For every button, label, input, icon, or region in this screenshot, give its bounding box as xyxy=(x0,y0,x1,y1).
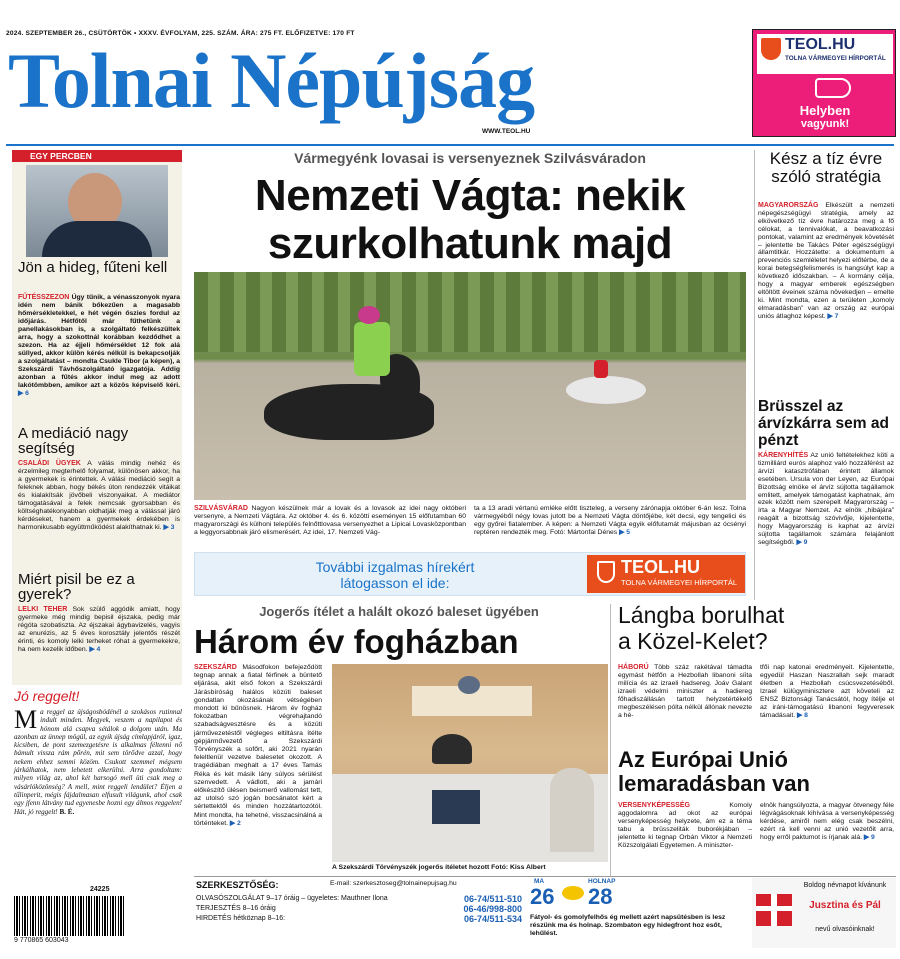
left-a3-headline[interactable]: Miért pisil be ez a gyerek? xyxy=(18,571,135,603)
promo-brand: TEOL.HU xyxy=(785,36,856,53)
banner-line1: További izgalmas hírekért xyxy=(315,559,475,575)
banner-line2: látogasson el ide: xyxy=(340,575,450,591)
lead-headline[interactable] xyxy=(194,172,746,268)
contact-phone[interactable]: 06-46/998-800 xyxy=(463,904,522,914)
left-a1-headline[interactable]: Jön a hideg, fűteni kell xyxy=(18,259,168,276)
dateline: 2024. SZEPTEMBER 26., CSÜTÖRTÖK • XXXV. ÉVFOLYAM, 225. SZÁM. ÁRA: 275 FT. ELŐFIZETVE: 170 FT xyxy=(6,30,355,37)
second-kicker-line: Jogerős ítélet a halált okozó baleset ügyében xyxy=(259,604,539,619)
weather-text: Fátyol- és gomolyfelhős ég mellett azért napsütésben is lesz részünk ma és holnap. Szombaton egy hidegfront hoz esőt, lehűlést. xyxy=(530,914,726,937)
masthead-rule xyxy=(6,144,894,146)
left-a3-body xyxy=(18,606,180,654)
left-a1-text: Úgy tűnik, a vénasszonyok nyara idén nem bánik bőkezűen a magasabb hőmérsékletekkel, e hét végén őszies fordul az időjárás. Hétfőtől már fűthetünk a panellakásokban is, a szolgáltató felkészültek arra, hogy a szokottnál korábban kezdődhet a szezon. Ha az éjjeli hőmérséklet 12 fok alá süllyed, akkor külön kérés nélkül is bekapcsolják a szolgáltatást – mondta Csukle Tibor (a képen), a Szekszárdi Távhőszolgáltató igazgatója. Addig azonban a fűtés akkor indul meg az adott lakótömbben, amikor azt a közös képviselő kéri. xyxy=(18,294,180,389)
barcode xyxy=(14,886,130,948)
column-body xyxy=(14,705,182,816)
lead-kicker-line: Vármegyénk lovasai is versenyeznek Szilvásváradon xyxy=(294,150,646,166)
left-a2-headline[interactable]: A mediáció nagy segítség xyxy=(18,425,129,457)
left-a2-text: A válás mindig nehéz és érzelmileg megterhelő folyamat, különösen akkor, ha a gyermekek is érintettek. A válási mediáció segít a feleknek abban, hogy békés úton rendezzék vitáikat és kialakítsák jövőbeli viszonyaikat. A mediátor támogatásával a felek nemcsak gyorsabban és költséghatékonyabban oldhatják meg a válással járó kérdéseket, hanem a gyermekek érdekében is harmonikusabb együttműködést alakíthatnak ki. xyxy=(18,460,180,531)
contact-phone[interactable]: 06-74/511-534 xyxy=(463,914,522,924)
portrait-photo xyxy=(26,165,168,257)
teol-banner[interactable] xyxy=(194,552,746,596)
right-a1-ref[interactable]: ▶ 7 xyxy=(827,312,839,320)
lead-ref[interactable]: ▶ 5 xyxy=(619,529,630,536)
br-a2-text1: Komoly aggodalomra ad okot az európai versenyképesség helyzete, ám ez a téma tabu a brüsszeliták buborékjában – jelentette ki tegnap Orbán Viktor a Nemzeti Közszolgálati Egyetemen. A miniszter- xyxy=(618,802,752,849)
teol-promo-box[interactable] xyxy=(752,29,896,137)
contact-label: HIRDETÉS hétköznap 8–16: xyxy=(196,915,286,922)
br-a1-ref[interactable]: ▶ 8 xyxy=(797,712,808,719)
lead-headline-line2: szurkolhatunk majd xyxy=(267,219,673,268)
right-a2-headline[interactable]: Brüsszel az árvízkárra sem ad pénzt xyxy=(758,398,889,449)
nameday-box xyxy=(752,878,896,948)
right-a1-kicker: MAGYARORSZÁG xyxy=(758,202,819,209)
tomorrow-temp: 28 xyxy=(588,884,613,909)
second-body xyxy=(194,664,322,828)
left-a1-kicker: FŰTÉSSZEZON xyxy=(18,294,70,301)
right-a2-kicker: KÁRENYHÍTÉS xyxy=(758,452,809,459)
tomorrow-label: HOLNAP xyxy=(588,878,616,885)
promo-cta-2: vagyunk! xyxy=(800,118,850,130)
left-a1-body xyxy=(18,294,180,398)
left-a1-ref[interactable]: ▶ 6 xyxy=(18,390,29,397)
left-a3-text: Sok szülő aggódik amiatt, hogy gyermeke még mindig bepisil éjszaka, pedig már régóta szobatiszta. Az éjszakai ágybavizelés, vagyis az enurézis, az 5 éves korosztály jelentős részét érinti, és komoly lelki terheket róhat a gyermekekre, ha nem kezelik időben. xyxy=(18,606,181,653)
br-a2-text2: elnök hangsúlyozta, a magyar ötvenegy féle légvágásoknak kihívása a versenyképesség kérdése, amiről nem elég csak beszélni, ezért rá kell venni az unió vezetőit arra, hogy erről paktumot is írjanak alá. xyxy=(760,802,894,841)
second-text: Másodfokon befejeződött tegnap annak a fiatal férfinek a büntető eljárása, akit első fokon a Szekszárdi Járásbíróság halálos közúti baleset gondatlan okozásának vétségében mondott ki bűnösnek. Három év fogház fokozatban végrehajtandó szabadságvesztésre és a közúti járművezetéstől végleges eltiltásra ítélte gépjárművezető a Szekszárdi Törvényszék a sofőrt, aki 2021 nyarán feleltlenül vezetve balesetet okozott. A tragédiában meghalt a 17 éves Tamás Réka és két másik lány súlyos sérülést szenvedett. A vádlott, aki a jamári előkészítő ülésen beismerő vallomást tett, az utolsó szó jogán bocsánatot kért a sértettektől és minden hozzátartozótól. Mint mondta, ha tehetné, visszacsinálná a történteket. xyxy=(194,664,322,827)
today-label: MA xyxy=(534,878,545,885)
column-text: a reggel az újságosbódénél a szokásos rutinnal indult minden. Megyek, veszem a napilapot és hónom alá csapva sétálok a dolgom után. Ma azonban az ünnep mögül, az egyik újság címlapjáról, igaz, kicsiben, de pont szemezgetésre is alkalmas féltenni nő bámult vissza rám pőrén, mit sem törődve azzal, hogy nekem ehhez semmi közöm. Csukott szemmel mégsem járkálhatok, nem lehetett elkerülni. Arra gondoltam: milyen világ az, ahol két harsogó mell üti csak meg a vásárlóközönség? A mell, mint reggeli lendület? Éljen a tűlinperit, mégis fájdalmasan elfusult világunk, ahol csak egy jfenn látvány tud egyenesbe hozni egy álmos reggelen! Hát, jó reggelt! xyxy=(14,708,182,816)
contact-row xyxy=(196,894,522,904)
today-temp: 26 xyxy=(530,884,555,909)
bottom-right-rule xyxy=(610,604,611,876)
lead-kicker: SZILVÁSVÁRAD xyxy=(194,505,248,512)
lead-body-col1 xyxy=(194,505,466,537)
masthead-url[interactable]: WWW.TEOL.HU xyxy=(482,128,531,135)
second-ref[interactable]: ▶ 2 xyxy=(229,819,241,827)
br-a2-headline[interactable] xyxy=(618,748,894,796)
lead-text2: ta a 13 aradi vértanú emléke előtt tiszteleg, a verseny zárónapja október 6-án lesz. Tolna vármegyéből négy lovas jutott be a Nemzeti Vágta döntőjébe, két decsi, egy tengelici és egy győrei fiatalember. A képen: a Nemzeti Vágta egyik előfutamát májusban az ócsényi reptéren rendezték meg. Fotó: Mártonfai Dénes xyxy=(474,505,746,536)
br-a1-body-col1 xyxy=(618,664,752,720)
br-a2-body-col1 xyxy=(618,802,752,850)
second-kicker: SZEKSZÁRD xyxy=(194,664,237,671)
right-a1-text: Elkészült a nemzeti népegészségügyi stratégia, amely az elkövetkező tíz évre határozza meg a fő célokat, a tennivalókat, a beavatkozási pontokat, valamint az eredmények követését – jelentette be Takács Péter egészségügyi államtitkár. Hozzátette: a dokumentum a prevenciós szemléletet helyezi előtérbe, de a korai betegségfelismerés is hangsúlyt kap a következő időszakban. – A kormány célja, hogy a magyar emberek egészségben eltöltött éveinek száma növekedjen – emelte ki. Mint mondta, ezen a területen „komoly elmaradásban” van az ország az európai uniós átlaghoz képest. xyxy=(758,202,894,320)
left-a2-kicker: CSALÁDI ÜGYEK xyxy=(18,460,81,467)
barcode-digits: 9 770865 603043 xyxy=(14,937,69,944)
right-a2-text: Az unió feltételekhez köti a tizmilliárd eurós alaphoz való hozzáférést az árvízi katasztrófában érintett államok esetében. Ursula von der Leyen, az Európai Bizottság elnöke el árvíz sújtotta tagállamok emlitett, amelyek támogatást kaphatnak, ám ezek között nem szerepelt Magyarország – írta a Magyar Nemzet. Az elnök „hibájára” reagált a bizottság szóvivője, kijelentette, hogy Magyarország is kaphat az árvízi sújtotta tagállamok számára felajánlott segítségből. xyxy=(758,452,894,546)
br-a1-text1: Több száz rakétával támadta egymást hétfőn a Hezbollah libanoni síita milícia és az izraeli hadsereg. Joáv Galant izraeli védelmi miniszter a hadiereg főhadiszállásán tartott helyzetértékelő megbeszélésen pólta nélkül állónak nevezte a hé- xyxy=(618,664,752,719)
left-a3-ref[interactable]: ▶ 4 xyxy=(89,646,101,653)
br-a2-headline-line2: lemaradásban van xyxy=(618,771,810,796)
editor-label: SZERKESZTŐSÉG: xyxy=(196,880,279,890)
right-col-rule xyxy=(754,150,755,600)
second-headline[interactable]: Három év fogházban xyxy=(194,623,519,660)
column-title: Jó reggelt! xyxy=(14,688,80,704)
right-a1-body xyxy=(758,202,894,321)
nameday-names: Jusztina és Pál xyxy=(809,900,881,911)
br-a1-text2: tfői nap katonai eredményeit. Kijelentette, egyedül Haszan Naszrallah sejk maradt életben a Hezbollah csúcsvezetéséből. Izrael külügyminisztere azt követeli az ENSZ Biztonsági Tanácsától, hogy ítélje el az iráni-támogatású libanoni fegyveresek támadásait. xyxy=(760,664,894,719)
courtroom-caption: A Szekszárdi Törvényszék jogerős ítéletet hozott Fotó: Kiss Albert xyxy=(332,864,546,871)
sun-cloud-icon xyxy=(562,886,584,900)
lead-headline-line1: Nemzeti Vágta: nekik xyxy=(254,171,686,220)
column-sign: B. É. xyxy=(59,807,75,816)
right-a2-body xyxy=(758,452,894,547)
right-a1-headline[interactable]: Kész a tíz évre szóló stratégia xyxy=(769,149,883,186)
lead-photo-horse-race xyxy=(194,272,746,500)
gift-icon xyxy=(756,894,792,926)
br-a1-body-col2 xyxy=(760,664,894,720)
br-a2-headline-line1: Az Európai Unió xyxy=(618,747,788,772)
br-a1-headline-line1: Lángba borulhat xyxy=(618,602,785,628)
footer-rule xyxy=(194,876,896,877)
weather-widget xyxy=(530,878,620,910)
br-a2-kicker: VERSENYKÉPESSÉG xyxy=(618,802,690,809)
nameday-intro: Boldog névnapot kívánunk xyxy=(803,882,887,889)
barcode-number: 24225 xyxy=(90,886,110,893)
contact-row xyxy=(196,914,522,924)
br-a1-headline-line2: a Közel-Kelet? xyxy=(618,628,768,654)
promo-sub: TOLNA VÁRMEGYEI HÍRPORTÁL xyxy=(785,55,886,62)
br-a1-kicker: HÁBORÚ xyxy=(618,664,649,671)
egy-percben-label: EGY PERCBEN xyxy=(12,150,182,162)
right-a2-ref[interactable]: ▶ 9 xyxy=(796,538,808,546)
br-a2-ref[interactable]: ▶ 9 xyxy=(863,834,875,841)
nameday-outro: nevű olvasóinknak! xyxy=(815,926,875,933)
column-dropcap: M xyxy=(14,705,38,734)
left-a2-ref[interactable]: ▶ 3 xyxy=(163,524,175,531)
left-a2-body xyxy=(18,460,180,532)
contact-row xyxy=(196,904,522,914)
banner-sub: TOLNA VÁRMEGYEI HÍRPORTÁL xyxy=(621,578,738,587)
banner-shield-icon xyxy=(597,561,615,583)
promo-cta-1: Helyben xyxy=(799,103,851,118)
masthead-title: Tolnai Népújság xyxy=(8,37,535,124)
lead-text1: Nagyon készülnek már a lovak és a lovasok az idei nagy októberi versenyre, a Nemzeti Vágtára. Az október 4. és 6. közötti eseményen 15 előfutamban 60 magyarországi és külhoni település felnőttlovasa versenyezhet a Lipicai Lovasközpontban a leggyorsabbnak járó elismerésért. Az idei, 17. Nemzeti Vág- xyxy=(194,505,466,536)
pointing-hand-icon xyxy=(815,78,851,98)
left-a3-kicker: LELKI TEHER xyxy=(18,606,68,613)
contact-phone[interactable]: 06-74/511-510 xyxy=(463,894,522,904)
editor-email[interactable]: E-mail: szerkesztoseg@tolnainepujsag.hu xyxy=(330,880,457,887)
lead-body-col2 xyxy=(474,505,746,537)
br-a1-headline[interactable] xyxy=(618,602,894,654)
banner-brand: TEOL.HU xyxy=(621,557,700,577)
contact-label: OLVASÓSZOLGÁLAT 9–17 óráig – ügyeletes: Mauthner Ilona xyxy=(196,895,388,902)
footer-contacts xyxy=(196,894,522,924)
shield-icon xyxy=(761,38,781,60)
courtroom-photo xyxy=(332,664,608,862)
br-a2-body-col2 xyxy=(760,802,894,842)
contact-label: TERJESZTÉS 8–16 óráig xyxy=(196,905,276,912)
